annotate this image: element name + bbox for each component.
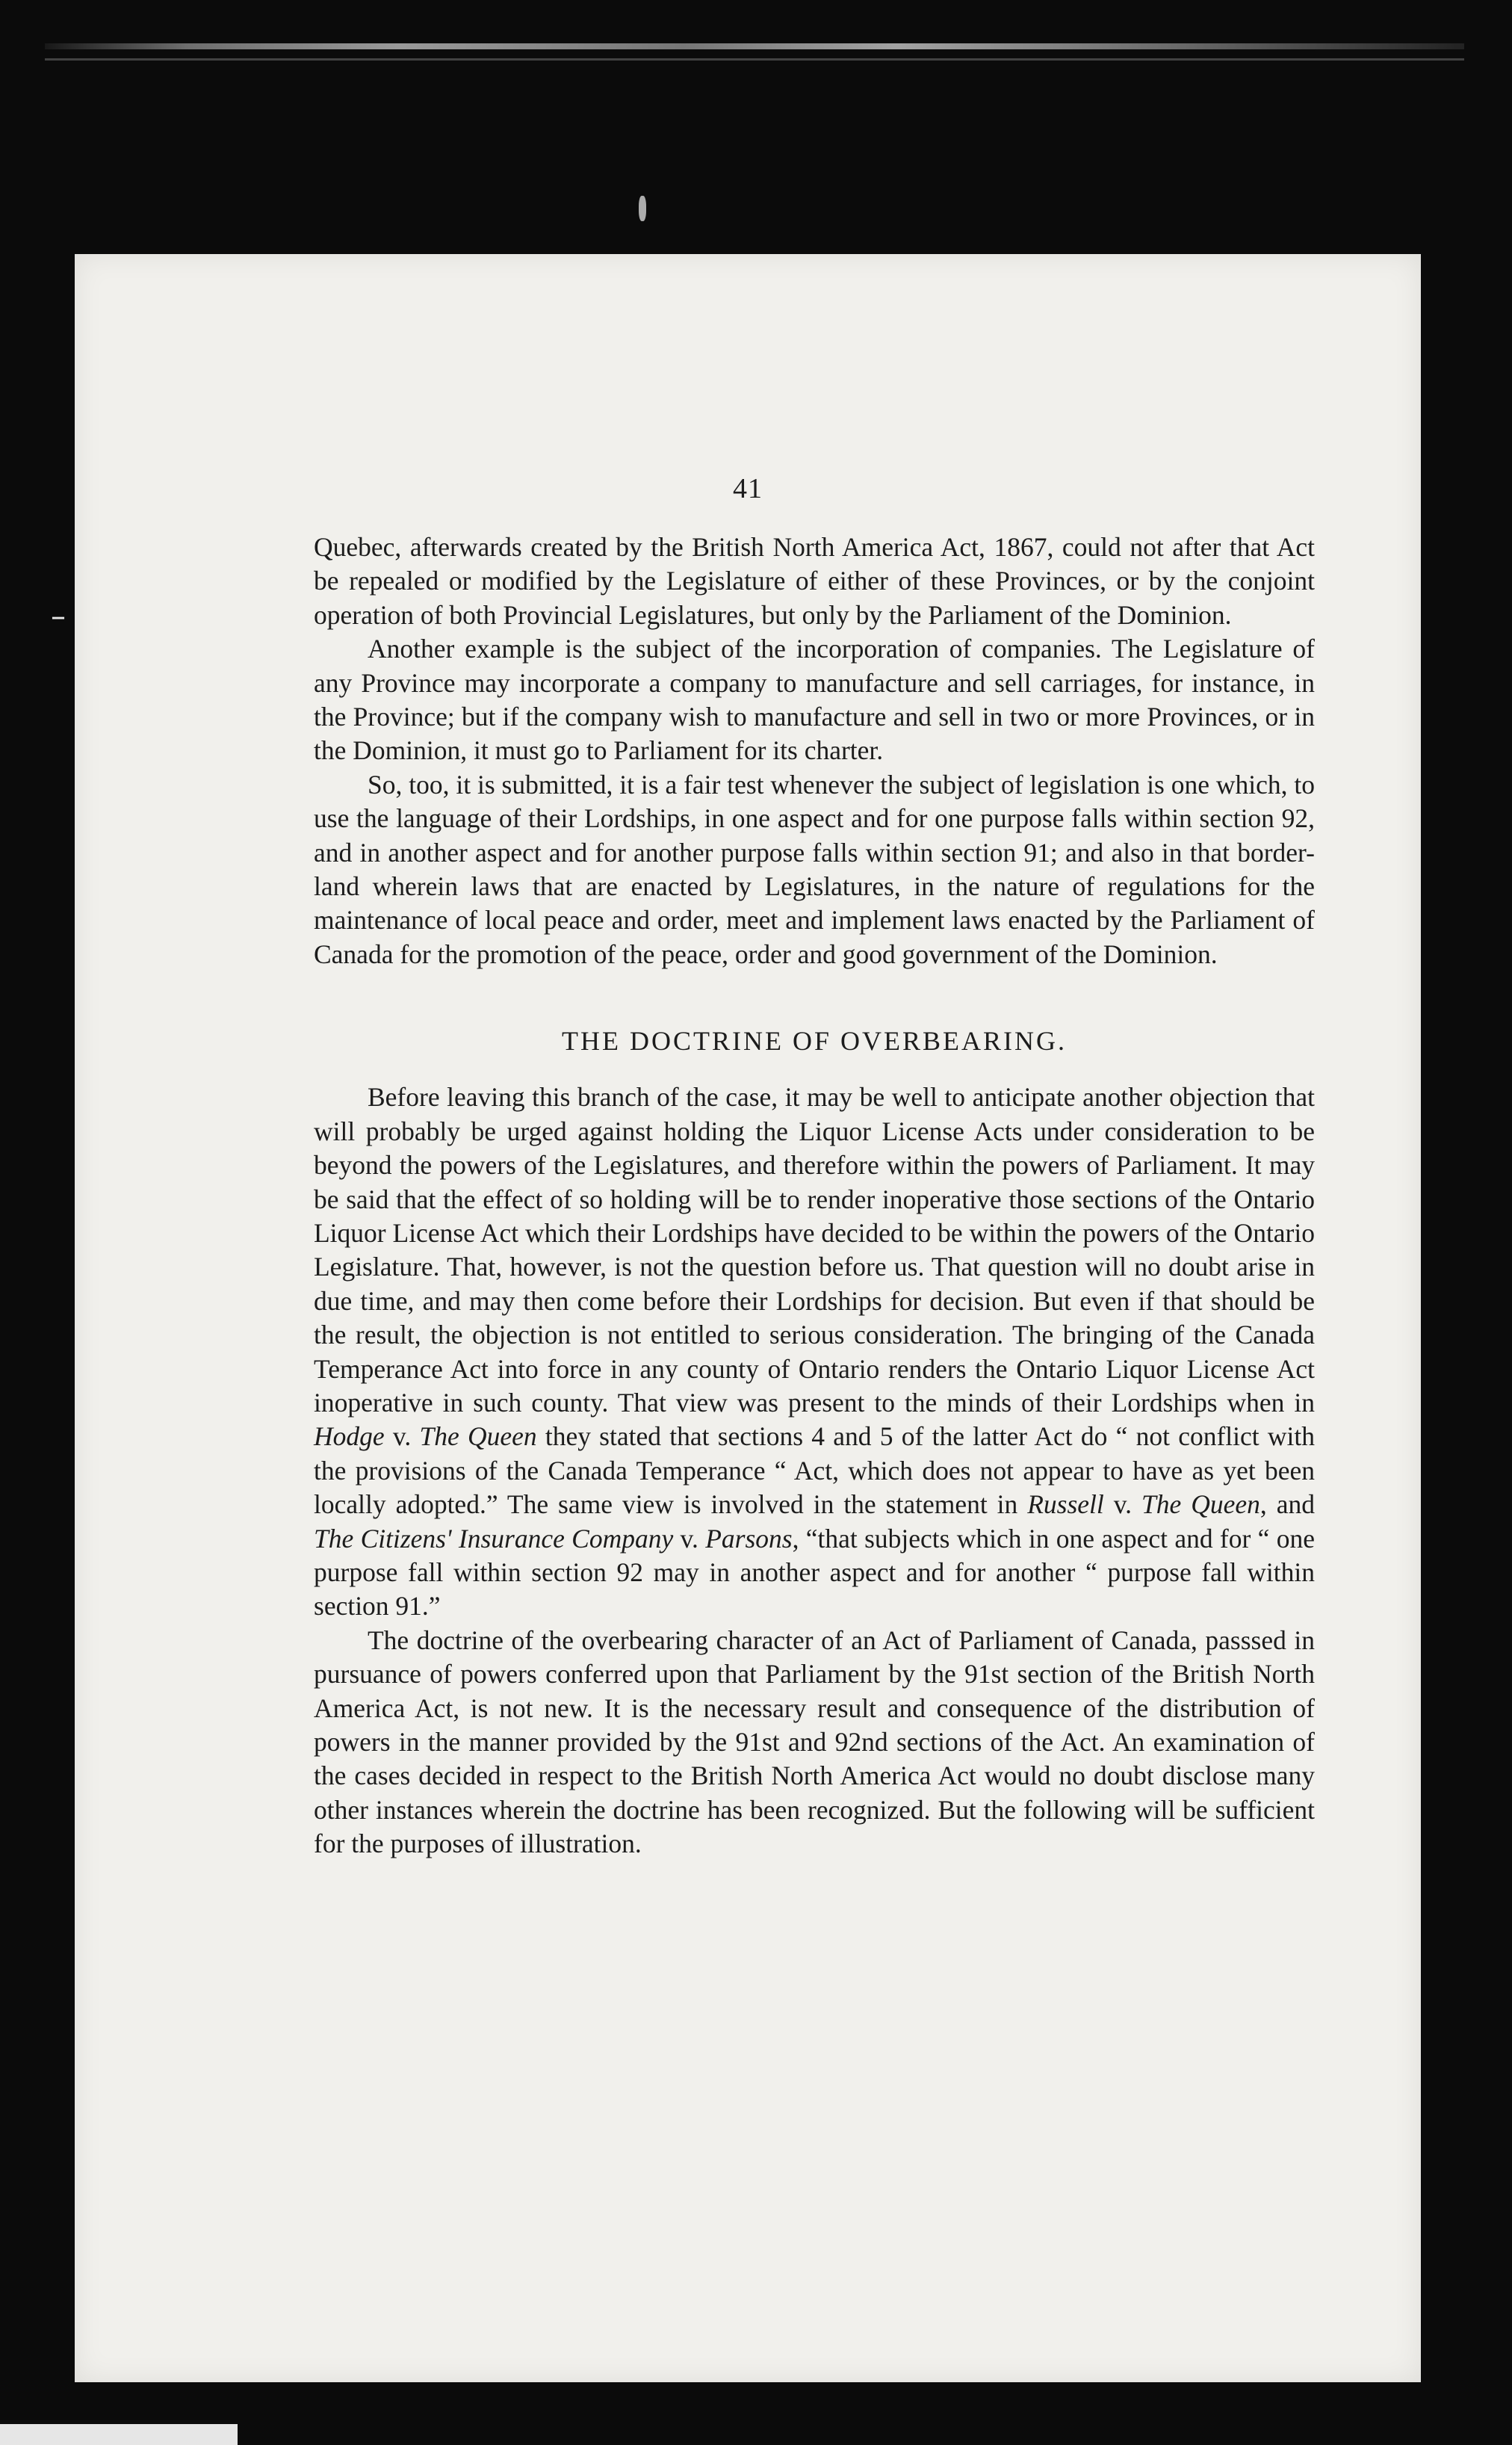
scan-bottom-tab [0, 2424, 238, 2445]
paragraph: Quebec, afterwards created by the British North America Act, 1867, could not after that Act be repealed or modified by the Legislature of either of these Provinces, or by the conjoint operation of both Provincial Legislatures, but only by the Parliament of the Dominion. [314, 532, 1315, 630]
margin-mark: – [51, 599, 66, 634]
paragraph-text: they stated that sections 4 and 5 of the latter Act do “ not conflict with the provisions of the Canada Temperance “ Act, which does not appear to have as yet been locally adopted.” The same view is involved in the statement in [314, 1421, 1315, 1520]
paragraph: So, too, it is submitted, it is a fair test whenever the subject of legislation is one which, to use the language of their Lordships, in one aspect and for one purpose falls within section 92, and in another aspect and for another purpose falls within section 91; and also in that border-land wherein laws that are enacted by Legislatures, in the nature of regulations for the maintenance of local peace and order, meet and implement laws enacted by the Parliament of Canada for the promotion of the peace, order and good government of the Dominion. [314, 769, 1315, 969]
paragraph-text: , “that subjects which in one aspect and for “ one purpose fall within section 92 may in another aspect and for another “ purpose fall within section 91.” [314, 1523, 1315, 1622]
scan-top-edge [45, 43, 1464, 49]
case-name: Russell [1027, 1489, 1104, 1520]
paragraph: The doctrine of the overbearing character of an Act of Parliament of Canada, passsed in pursuance of powers conferred upon that Parliament by the 91st section of the British North America Act, is not new. It is the necessary result and consequence of the distribution of powers in the manner provided by the 91st and 92nd sections of the Act. An examination of the cases decided in respect to the British North America Act would no doubt disclose many other instances wherein the doctrine has been recognized. But the following will be sufficient for the purposes of illustration. [314, 1625, 1315, 1859]
scan-speck [639, 196, 646, 221]
case-name: The Queen [419, 1421, 537, 1452]
section-heading: THE DOCTRINE OF OVERBEARING. [562, 1026, 1067, 1057]
case-name: The Citizens' Insurance Company [314, 1523, 674, 1554]
versus: v. [1103, 1489, 1142, 1520]
scan-top-edge-line [45, 58, 1464, 61]
versus: v. [384, 1421, 420, 1452]
case-name: Hodge [314, 1421, 385, 1452]
conjunction: , and [1260, 1489, 1315, 1520]
paragraph: Another example is the subject of the incorporation of companies. The Legislature of any Province may incorporate a company to manufacture and sell carriages, for instance, in the Province; but if the company wish to manufacture and sell in two or more Provinces, or in the Dominion, it must go to Parliament for its charter. [314, 634, 1315, 766]
body-text [314, 531, 1315, 1861]
paragraph-text: Before leaving this branch of the case, it may be well to anticipate another objection that will probably be urged against holding the Liquor License Acts under consideration to be beyond the powers of the Legislatures, and therefore within the powers of Parliament. It may be said that the effect of so holding will be to render inoperative those sections of the Ontario Liquor License Act which their Lordships have decided to be within the powers of the Ontario Legislature. That, however, is not the question before us. That question will no doubt arise in due time, and may then come before their Lordships for decision. But even if that should be the result, the objection is not entitled to serious consideration. The bringing of the Canada Temperance Act into force in any county of Ontario renders the Ontario Liquor License Act inoperative in such county. That view was present to the minds of their Lordships when in [314, 1082, 1315, 1418]
case-name: Parsons [705, 1523, 793, 1554]
page-number: 41 [733, 473, 763, 504]
case-name: The Queen [1141, 1489, 1260, 1520]
versus: v. [673, 1523, 706, 1554]
document-page [75, 254, 1421, 2382]
paragraph [314, 1081, 1315, 1624]
